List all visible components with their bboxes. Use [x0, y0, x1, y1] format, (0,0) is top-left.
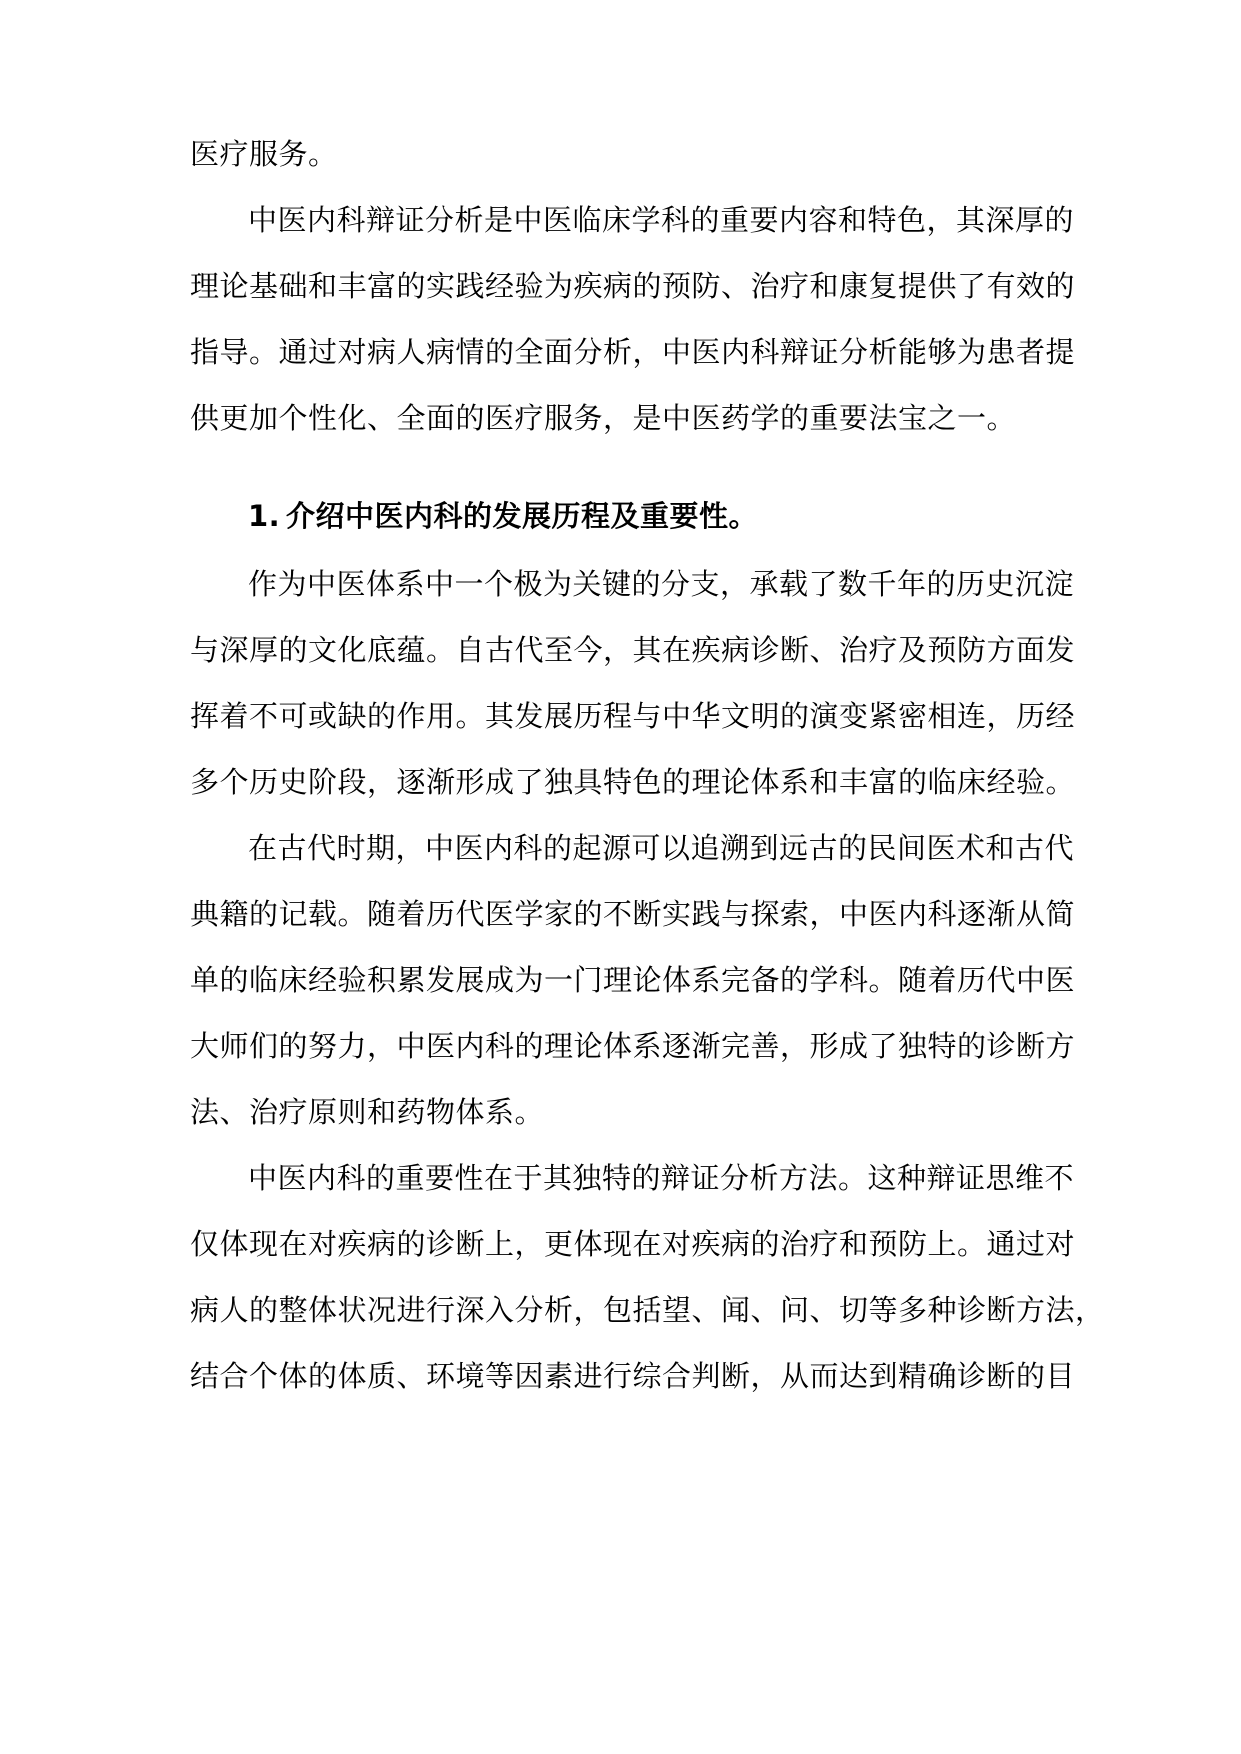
heading-text: 介绍中医内科的发展历程及重要性。	[286, 499, 759, 533]
paragraph-line: 作为中医体系中一个极为关键的分支，承载了数千年的历史沉淀	[248, 567, 1075, 601]
section-heading	[248, 498, 1050, 534]
paragraph-line: 中医内科辩证分析是中医临床学科的重要内容和特色，其深厚的	[248, 203, 1075, 237]
paragraph-line: 大师们的努力，中医内科的理论体系逐渐完善，形成了独特的诊断方	[190, 1029, 1076, 1063]
paragraph-line: 单的临床经验积累发展成为一门理论体系完备的学科。随着历代中医	[190, 963, 1076, 997]
paragraph-line: 中医内科的重要性在于其独特的辩证分析方法。这种辩证思维不	[248, 1161, 1075, 1195]
heading-number: 1.	[248, 499, 281, 533]
paragraph-line: 与深厚的文化底蕴。自古代至今，其在疾病诊断、治疗及预防方面发	[190, 633, 1076, 667]
paragraph-line: 医疗服务。	[190, 137, 338, 171]
paragraph-line: 供更加个性化、全面的医疗服务，是中医药学的重要法宝之一。	[190, 401, 1017, 435]
paragraph-line: 法、治疗原则和药物体系。	[190, 1095, 545, 1129]
paragraph-line: 在古代时期，中医内科的起源可以追溯到远古的民间医术和古代	[248, 831, 1075, 865]
paragraph-line: 典籍的记载。随着历代医学家的不断实践与探索，中医内科逐渐从简	[190, 897, 1076, 931]
paragraph-line: 挥着不可或缺的作用。其发展历程与中华文明的演变紧密相连，历经	[190, 699, 1076, 733]
paragraph-line: 多个历史阶段，逐渐形成了独具特色的理论体系和丰富的临床经验。	[190, 765, 1076, 799]
paragraph-line: 理论基础和丰富的实践经验为疾病的预防、治疗和康复提供了有效的	[190, 269, 1076, 303]
paragraph-line: 指导。通过对病人病情的全面分析，中医内科辩证分析能够为患者提	[190, 335, 1076, 369]
paragraph-line: 仅体现在对疾病的诊断上，更体现在对疾病的治疗和预防上。通过对	[190, 1227, 1076, 1261]
paragraph-line: 病人的整体状况进行深入分析，包括望、闻、问、切等多种诊断方法，	[190, 1293, 1105, 1327]
paragraph-line: 结合个体的体质、环境等因素进行综合判断，从而达到精确诊断的目	[190, 1359, 1076, 1393]
